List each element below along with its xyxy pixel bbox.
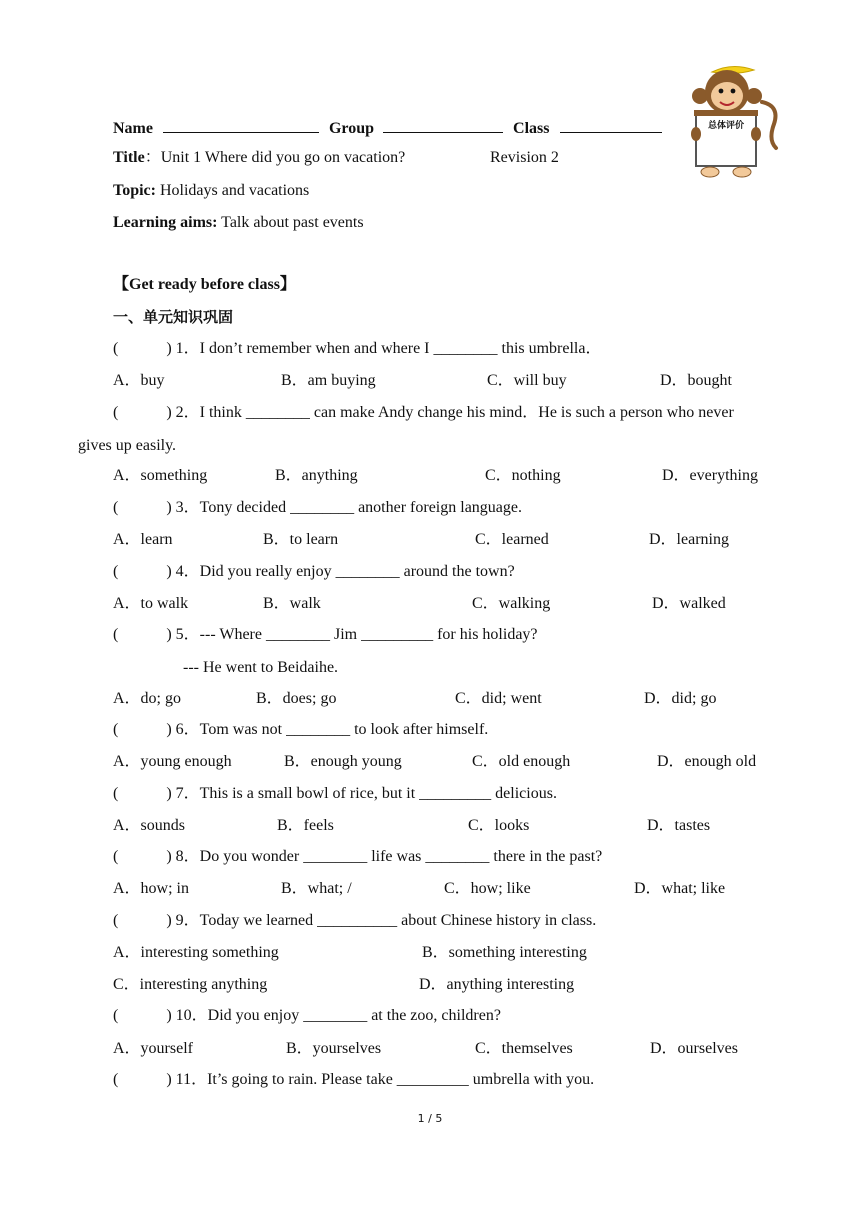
question-stem: 7．This is a small bowl of rice, but it _________ delicious.	[175, 785, 557, 802]
option-a[interactable]: A．young enough	[113, 753, 232, 770]
option-d[interactable]: D．did; go	[644, 690, 717, 707]
option-a[interactable]: A．interesting something	[113, 944, 279, 961]
question-10: ( ) 10．Did you enjoy ________ at the zoo, children?	[113, 1007, 501, 1024]
option-c[interactable]: C．old enough	[472, 753, 571, 770]
option-d[interactable]: D．everything	[662, 467, 758, 484]
option-b[interactable]: B．anything	[275, 467, 358, 484]
option-b[interactable]: B．walk	[263, 595, 321, 612]
option-a[interactable]: A．do; go	[113, 690, 182, 707]
option-c[interactable]: C．how; like	[444, 880, 531, 897]
option-d[interactable]: D．enough old	[657, 753, 757, 770]
sticker-label: 总体评价	[707, 121, 745, 131]
question-stem: 2．I think ________ can make Andy change his mind．He is such a person who never	[175, 404, 734, 421]
topic-label: Topic:	[113, 182, 156, 199]
option-c[interactable]: C．themselves	[475, 1040, 573, 1057]
option-b[interactable]: B．feels	[277, 817, 334, 834]
topic-line	[113, 181, 309, 201]
option-c[interactable]: C．did; went	[455, 690, 542, 707]
question-5: ( ) 5．--- Where ________ Jim _________ for his holiday?	[113, 626, 538, 643]
monkey-tail-icon	[762, 102, 776, 148]
option-a[interactable]: A．sounds	[113, 817, 186, 834]
question-stem: 5．--- Where ________ Jim _________ for his holiday?	[175, 626, 538, 643]
option-b[interactable]: B．what; /	[281, 880, 352, 897]
option-d[interactable]: D．walked	[652, 595, 726, 612]
option-d[interactable]: D．tastes	[647, 817, 711, 834]
option-b[interactable]: B．something interesting	[422, 944, 587, 961]
aims-value: Talk about past events	[217, 214, 364, 231]
topic-value: Holidays and vacations	[155, 182, 310, 199]
option-c[interactable]: C．learned	[475, 531, 549, 548]
question-stem: 10．Did you enjoy ________ at the zoo, children?	[175, 1007, 501, 1024]
question-8: ( ) 8．Do you wonder ________ life was ________ there in the past?	[113, 848, 603, 865]
question-1: ( ) 1．I don’t remember when and where I ________ this umbrella．	[113, 340, 602, 357]
class-blank[interactable]	[560, 117, 662, 133]
question-stem: 1．I don’t remember when and where I ________ this umbrella．	[175, 340, 602, 357]
student-info-line	[113, 117, 662, 139]
option-c[interactable]: C．will buy	[487, 372, 567, 389]
question-stem: 6．Tom was not ________ to look after himself.	[175, 721, 489, 738]
question-stem: 3．Tony decided ________ another foreign language.	[175, 499, 522, 516]
option-b[interactable]: B．yourselves	[286, 1040, 382, 1057]
group-blank[interactable]	[383, 117, 503, 133]
option-b[interactable]: B．enough young	[284, 753, 402, 770]
option-a[interactable]: A．to walk	[113, 595, 189, 612]
option-a[interactable]: A．something	[113, 467, 208, 484]
question-stem: 9．Today we learned __________ about Chinese history in class.	[175, 912, 597, 929]
name-blank[interactable]	[163, 117, 319, 133]
option-d[interactable]: D．learning	[649, 531, 729, 548]
question-stem: 8．Do you wonder ________ life was ________ there in the past?	[175, 848, 603, 865]
page-number: 1 / 5	[417, 1112, 443, 1125]
aims-line	[113, 213, 364, 233]
option-b[interactable]: B．am buying	[281, 372, 376, 389]
option-d[interactable]: D．bought	[660, 372, 733, 389]
option-b[interactable]: B．to learn	[263, 531, 339, 548]
option-b[interactable]: B．does; go	[256, 690, 337, 707]
question-11: ( ) 11．It’s going to rain. Please take _________ umbrella with you.	[113, 1071, 595, 1088]
monkey-evaluation-sticker	[682, 62, 782, 182]
question-stem: 4．Did you really enjoy ________ around the town?	[175, 563, 515, 580]
question-4: ( ) 4．Did you really enjoy ________ around the town?	[113, 563, 515, 580]
aims-label: Learning aims:	[113, 214, 218, 231]
section-subheading: 一、单元知识巩固	[113, 308, 234, 326]
title-line	[113, 148, 559, 168]
option-c[interactable]: C．looks	[468, 817, 530, 834]
title-value: ：Unit 1 Where did you go on vacation?	[144, 149, 406, 166]
question-2: ( ) 2．I think ________ can make Andy change his mind．He is such a person who never	[113, 404, 734, 421]
option-a[interactable]: A．learn	[113, 531, 173, 548]
class-label: Class	[513, 120, 550, 137]
question-stem: 11．It’s going to rain. Please take _________ umbrella with you.	[175, 1071, 595, 1088]
revision-label: Revision 2	[490, 149, 559, 166]
option-c[interactable]: C．interesting anything	[113, 976, 268, 993]
option-d[interactable]: D．ourselves	[650, 1040, 738, 1057]
question-6: ( ) 6．Tom was not ________ to look after himself.	[113, 721, 489, 738]
option-d[interactable]: D．anything interesting	[419, 976, 575, 993]
section-heading: 【Get ready before class】	[113, 276, 296, 293]
option-a[interactable]: A．buy	[113, 372, 165, 389]
question-7: ( ) 7．This is a small bowl of rice, but it _________ delicious.	[113, 785, 557, 802]
question-2-continued: gives up easily.	[78, 437, 177, 454]
option-c[interactable]: C．nothing	[485, 467, 561, 484]
question-3: ( ) 3．Tony decided ________ another foreign language.	[113, 499, 522, 516]
question-5-continued: --- He went to Beidaihe.	[183, 659, 339, 676]
option-c[interactable]: C．walking	[472, 595, 551, 612]
group-label: Group	[328, 120, 375, 137]
title-label: Title	[113, 149, 145, 166]
option-d[interactable]: D．what; like	[634, 880, 726, 897]
option-a[interactable]: A．how; in	[113, 880, 190, 897]
option-a[interactable]: A．yourself	[113, 1040, 193, 1057]
name-label: Name	[113, 120, 153, 137]
question-9: ( ) 9．Today we learned __________ about Chinese history in class.	[113, 912, 597, 929]
